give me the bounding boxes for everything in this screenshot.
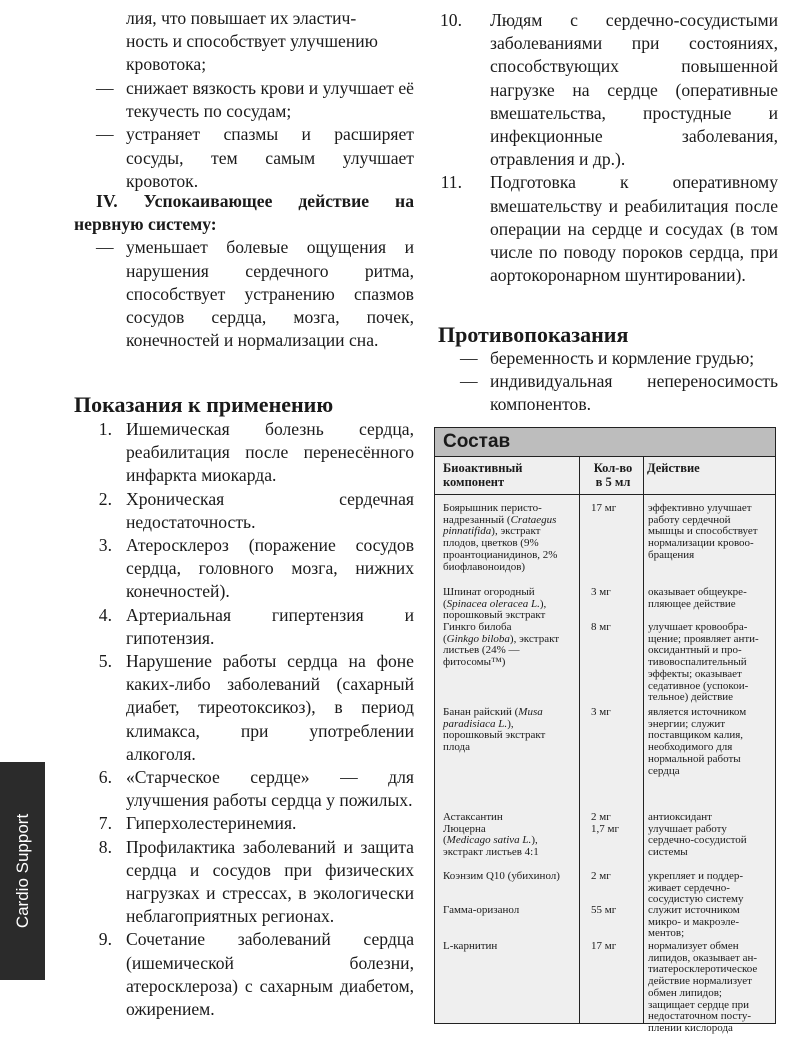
cell-line: 17 мг	[591, 940, 617, 952]
cell-line: (Ginkgo biloba), экстракт	[443, 632, 560, 645]
composition-table	[434, 427, 776, 1034]
continuation-block	[74, 7, 414, 77]
item-text: Профилактика заболеваний и защита сердца и сосудов при физических нагрузках и стрессах, в экологически неблагоприятных регионах.	[126, 836, 414, 927]
cell-line: плении кислорода	[648, 1021, 733, 1034]
table-header	[435, 457, 775, 495]
item-text: Атеросклероз (поражение сосудов сердца, головного мозга, нижних конечностей).	[126, 535, 414, 602]
cell-component	[443, 812, 581, 859]
cell-action	[648, 905, 770, 940]
column-divider	[643, 456, 644, 1023]
dash-item: — беременность и кормление грудью;	[460, 348, 755, 368]
dash-item-text: снижает вязкость крови и улучшает её текучесть по сосудам;	[126, 78, 414, 122]
header-text: Биоактивный	[443, 461, 523, 475]
cell-line: листьев (24% —	[443, 644, 520, 657]
cell-line: Гинкго билоба	[443, 621, 512, 633]
item-text: «Старческое сердце» — для улучшения работы сердца у пожилых.	[126, 767, 414, 811]
indications-list-continued	[438, 9, 778, 287]
cell-line: щение; проявляет анти-	[648, 632, 759, 645]
list-item	[74, 650, 414, 766]
cell-component	[443, 622, 581, 669]
cell-line: поставщиком калия,	[648, 729, 744, 742]
cell-line: улучшает работу	[648, 822, 727, 835]
list-item	[74, 766, 414, 812]
list-item	[438, 171, 778, 287]
cell-line: ментов;	[648, 927, 685, 940]
cell-line: 1,7 мг	[591, 822, 619, 835]
item-text: Подготовка к оперативному вмешательству и реабилитация после операции на сердце и сосудах (в том числе по поводу пороков сердца, при аортокоронарном шунтировании).	[490, 172, 778, 286]
dash-item: — индивидуальная непереносимость компонентов.	[460, 371, 778, 415]
cell-line: сосудистую систему	[648, 893, 744, 906]
cell-component	[443, 871, 581, 883]
cell-line: улучшает кровообра-	[648, 621, 748, 633]
list-item	[74, 488, 414, 534]
text-line: лия, что повышает их эластич-	[126, 8, 357, 28]
item-number: 9.	[98, 929, 112, 950]
cell-line: нормальной работы	[648, 752, 741, 765]
cell-component	[443, 503, 581, 573]
cell-line: тивовоспалительный	[648, 656, 747, 669]
cell-amount	[591, 707, 641, 719]
cell-line: Шпинат огородный	[443, 586, 535, 598]
item-number: 7.	[98, 813, 112, 834]
cell-action	[648, 622, 770, 704]
cell-line: Гамма-оризанол	[443, 904, 520, 916]
cell-line: плодов, цветков (9%	[443, 537, 539, 550]
cell-line: paradisiaca L.),	[443, 717, 514, 730]
cell-line: работу сердечной	[648, 513, 731, 526]
item-text: Нарушение работы сердца на фоне каких-либо заболеваний (сахарный диабет, тиреотоксикоз), в период климакса, при употреблении алкоголя.	[126, 651, 414, 764]
cell-line: бращения	[648, 548, 695, 561]
cell-line: пляющее действие	[648, 597, 736, 610]
cell-line: надрезанный (Crataegus	[443, 513, 557, 526]
list-item	[74, 534, 414, 604]
cell-action	[648, 707, 770, 777]
cell-line: антиоксидант	[648, 811, 712, 823]
dash-item: — уменьшает болевые ощущения и нарушения сердечного ритма, способствует устранению спазмов сосудов сердца, мозга, почек, конечностей и нормализации сна.	[96, 237, 414, 351]
cell-amount	[591, 905, 641, 917]
dash-list-a	[74, 77, 414, 193]
dash-item: — устраняет спазмы и расширяет сосуды, тем самым улучшает кровоток.	[96, 124, 414, 191]
dash-item-text: уменьшает болевые ощущения и нарушения сердечного ритма, способствует устранению спазмов сосудов сердца, мозга, почек, конечностей и нормализации сна.	[126, 237, 414, 351]
cell-line: pinnatifida), экстракт	[443, 525, 541, 538]
cell-line: 2 мг	[591, 811, 611, 823]
contraindications-list	[438, 347, 778, 417]
indications-title: Показания к применению	[74, 392, 334, 417]
cell-line: эффективно улучшает	[648, 502, 752, 514]
cell-line: 8 мг	[591, 621, 611, 633]
cell-line: L-карнитин	[443, 940, 498, 952]
cell-line: энергии; служит	[648, 717, 726, 730]
cell-line: системы	[648, 846, 688, 859]
cell-line: (Medicago sativa L.),	[443, 834, 538, 847]
contraindications-title: Противопоказания	[438, 322, 629, 347]
cell-line: укрепляет и поддер-	[648, 870, 744, 882]
cell-line: 3 мг	[591, 586, 611, 598]
cell-line: обмен липидов;	[648, 986, 722, 999]
item-number: 8.	[98, 836, 112, 857]
cell-action	[648, 941, 770, 1035]
continuation-text	[74, 7, 414, 77]
composition-title: Состав	[435, 428, 775, 457]
cell-line: недостаточном посту-	[648, 1010, 752, 1023]
item-text: Ишемическая болезнь сердца, реабилитация после перенесённого инфаркта миокарда.	[126, 419, 414, 486]
cell-line: сердца	[648, 764, 680, 777]
list-item	[438, 9, 778, 171]
cell-line: сердечно-сосудистой	[648, 834, 747, 847]
cell-line: порошковый экстракт	[443, 729, 546, 742]
cell-line: липидов, оказывает ан-	[648, 951, 758, 964]
item-number: 6.	[98, 767, 112, 788]
cell-line: защищает сердце при	[648, 998, 750, 1011]
text-line: ность и способствует улучшению	[126, 31, 378, 52]
cell-line: (Spinacea oleracea L.),	[443, 597, 547, 610]
cell-line: Астаксантин	[443, 811, 503, 823]
cell-line: служит источником	[648, 904, 740, 916]
header-text: Действие	[647, 461, 700, 475]
item-number: 10.	[440, 10, 462, 30]
cell-line: фитосомы™)	[443, 656, 506, 669]
cell-amount	[591, 587, 641, 599]
cell-line: тиатеросклеротическое	[648, 963, 758, 976]
item-number: 5.	[98, 651, 112, 672]
header-text: компонент	[443, 475, 505, 489]
item-text: Гиперхолестеринемия.	[126, 813, 297, 834]
cell-component	[443, 941, 581, 953]
cell-amount	[591, 871, 641, 883]
cell-line: действие нормализует	[648, 975, 752, 988]
cell-line: 55 мг	[591, 904, 617, 916]
cell-line: живает сердечно-	[648, 881, 730, 894]
cell-line: 2 мг	[591, 870, 611, 882]
cell-action	[648, 871, 770, 906]
cell-action	[648, 587, 770, 610]
side-tab	[0, 762, 45, 980]
cell-line: мышцы и способствует	[648, 525, 758, 538]
cell-line: Коэнзим Q10 (убихинол)	[443, 870, 560, 882]
item-number: 4.	[98, 604, 112, 625]
cell-amount	[591, 941, 641, 953]
item-text: Сочетание заболеваний сердца (ишемической болезни, атеросклероза) с сахарным диабетом, ожирением.	[126, 929, 414, 1020]
header-amount	[585, 461, 641, 489]
cell-line: тельное) действие	[648, 691, 734, 704]
list-item	[74, 812, 414, 835]
cell-line: оказывает общеукре-	[648, 586, 747, 598]
cell-line: 17 мг	[591, 502, 617, 514]
cell-line: Люцерна	[443, 822, 486, 835]
cell-line: микро- и макроэле-	[648, 915, 740, 928]
cell-line: нормализации кровоо-	[648, 537, 754, 550]
item-text: Артериальная гипертензия и гипотензия.	[126, 604, 414, 648]
cell-component	[443, 905, 581, 917]
cell-line: Боярышник перисто-	[443, 502, 542, 514]
text-line: кровотока;	[126, 54, 207, 75]
cell-line: седативное (успокои-	[648, 679, 749, 692]
header-component	[443, 461, 581, 489]
cell-amount	[591, 812, 641, 835]
item-number: 2.	[98, 488, 112, 509]
section4	[74, 190, 414, 352]
header-action	[647, 461, 767, 475]
side-tab-label: Cardio Support	[12, 813, 32, 929]
cell-amount	[591, 503, 641, 515]
list-item	[74, 418, 414, 488]
cell-amount	[591, 622, 641, 634]
cell-line: Банан райский (Musa	[443, 706, 543, 718]
header-text: Кол-во	[593, 461, 633, 475]
item-text: Людям с сердечно-сосудистыми заболеваниями при состояниях, способствующих повышенной нагрузке на сердце (оперативные вмешательства, простудные и инфекционные заболевания, отравления и др.).	[490, 10, 778, 170]
list-item	[74, 836, 414, 929]
item-text: Хроническая сердечная недостаточность.	[126, 488, 414, 532]
cell-line: является источником	[648, 706, 747, 718]
cell-action	[648, 503, 770, 562]
cell-line: порошковый экстракт	[443, 609, 546, 622]
item-number: 3.	[98, 535, 112, 556]
cell-action	[648, 812, 770, 859]
cell-line: нормализует обмен	[648, 940, 739, 952]
dash-item-text: индивидуальная непереносимость компонентов.	[490, 371, 778, 415]
cell-line: оксидантный и про-	[648, 644, 742, 657]
item-number: 11.	[440, 172, 462, 193]
cell-component	[443, 707, 581, 754]
header-text: в 5 мл	[595, 475, 631, 489]
cell-line: необходимого для	[648, 741, 733, 754]
list-item	[74, 928, 414, 1021]
cell-line: проантоцианидинов, 2%	[443, 548, 558, 561]
cell-line: экстракт листьев 4:1	[443, 846, 539, 859]
dash-item-text: беременность и кормление грудью;	[490, 348, 755, 368]
indications-list	[74, 418, 414, 1021]
dash-item: — снижает вязкость крови и улучшает её текучесть по сосудам;	[96, 78, 414, 122]
list-item	[74, 604, 414, 650]
dash-item-text: устраняет спазмы и расширяет сосуды, тем самым улучшает кровоток.	[126, 124, 414, 191]
cell-line: плода	[443, 741, 471, 754]
cell-line: биофлавоноидов)	[443, 560, 526, 573]
cell-component	[443, 587, 581, 622]
cell-line: 3 мг	[591, 706, 611, 718]
section4-title: IV. Успокаивающее действие на нервную систему:	[74, 191, 414, 235]
item-number: 1.	[98, 419, 112, 439]
cell-line: эффекты; оказывает	[648, 667, 742, 680]
